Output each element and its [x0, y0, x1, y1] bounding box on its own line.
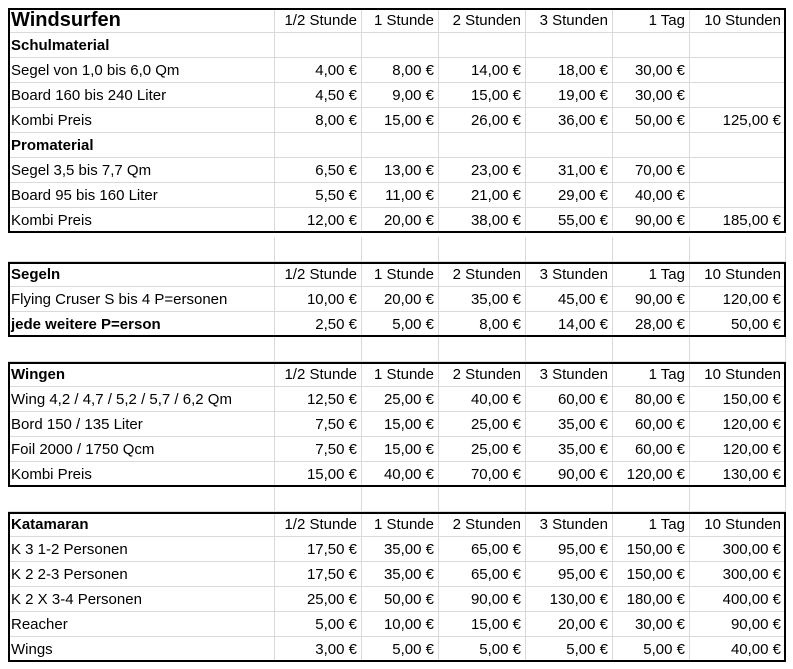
price-cell[interactable] [275, 133, 362, 158]
price-cell[interactable]: 10 Stunden [690, 262, 786, 287]
price-cell[interactable]: 10 Stunden [690, 362, 786, 387]
price-cell[interactable]: 40,00 € [690, 637, 786, 662]
price-cell[interactable]: 29,00 € [526, 183, 613, 208]
row-label-cell[interactable]: Kombi Preis [8, 462, 275, 487]
empty-cell[interactable] [690, 487, 786, 512]
empty-cell[interactable] [439, 237, 526, 262]
table-row [0, 108, 793, 133]
table-row [0, 537, 793, 562]
row-label-cell[interactable]: Windsurfen [8, 8, 275, 33]
table-row [0, 387, 793, 412]
price-cell[interactable]: 40,00 € [613, 183, 690, 208]
price-cell[interactable]: 65,00 € [439, 562, 526, 587]
price-cell[interactable]: 1/2 Stunde [275, 512, 362, 537]
price-cell[interactable]: 150,00 € [690, 387, 786, 412]
price-cell[interactable]: 2 Stunden [439, 362, 526, 387]
empty-cell[interactable] [439, 337, 526, 362]
price-cell[interactable]: 6,50 € [275, 158, 362, 183]
price-cell[interactable]: 35,00 € [362, 537, 439, 562]
price-cell[interactable]: 40,00 € [362, 462, 439, 487]
table-row [0, 287, 793, 312]
empty-cell[interactable] [613, 237, 690, 262]
row-label-cell[interactable]: Kombi Preis [8, 208, 275, 233]
price-cell[interactable]: 185,00 € [690, 208, 786, 233]
price-cell[interactable] [275, 33, 362, 58]
header-row [0, 512, 793, 537]
price-cell[interactable]: 5,00 € [526, 637, 613, 662]
price-cell[interactable]: 14,00 € [439, 58, 526, 83]
price-cell[interactable]: 13,00 € [362, 158, 439, 183]
table-row [0, 33, 793, 58]
price-cell[interactable]: 21,00 € [439, 183, 526, 208]
table-row [0, 58, 793, 83]
price-cell[interactable] [526, 133, 613, 158]
price-cell[interactable]: 60,00 € [613, 412, 690, 437]
price-cell[interactable]: 4,00 € [275, 58, 362, 83]
header-row [0, 262, 793, 287]
price-cell[interactable] [362, 133, 439, 158]
price-cell[interactable]: 31,00 € [526, 158, 613, 183]
price-cell[interactable]: 2 Stunden [439, 262, 526, 287]
price-cell[interactable]: 17,50 € [275, 537, 362, 562]
price-cell[interactable] [526, 33, 613, 58]
price-cell[interactable]: 25,00 € [439, 412, 526, 437]
empty-cell[interactable] [362, 237, 439, 262]
row-label-cell[interactable]: Segel 3,5 bis 7,7 Qm [8, 158, 275, 183]
price-cell[interactable]: 40,00 € [439, 387, 526, 412]
price-cell[interactable]: 12,50 € [275, 387, 362, 412]
empty-cell[interactable] [613, 337, 690, 362]
price-cell[interactable]: 1 Tag [613, 262, 690, 287]
price-cell[interactable] [613, 33, 690, 58]
table-row [0, 208, 793, 233]
empty-cell[interactable] [8, 237, 275, 262]
row-label-cell[interactable]: Segel von 1,0 bis 6,0 Qm [8, 58, 275, 83]
price-cell[interactable]: 1 Stunde [362, 8, 439, 33]
price-cell[interactable]: 20,00 € [362, 208, 439, 233]
price-cell[interactable]: 150,00 € [613, 562, 690, 587]
price-cell[interactable]: 70,00 € [439, 462, 526, 487]
price-cell[interactable]: 3 Stunden [526, 262, 613, 287]
price-cell[interactable]: 45,00 € [526, 287, 613, 312]
price-cell[interactable] [690, 133, 786, 158]
table-row [0, 587, 793, 612]
price-cell[interactable]: 5,00 € [439, 637, 526, 662]
price-cell[interactable]: 35,00 € [439, 287, 526, 312]
price-cell[interactable]: 20,00 € [526, 612, 613, 637]
row-label-cell[interactable]: Schulmaterial [8, 33, 275, 58]
table-row [0, 462, 793, 487]
price-cell[interactable]: 8,00 € [439, 312, 526, 337]
table-row [0, 437, 793, 462]
price-cell[interactable]: 1 Stunde [362, 262, 439, 287]
row-label-cell[interactable]: Promaterial [8, 133, 275, 158]
price-cell[interactable]: 2,50 € [275, 312, 362, 337]
header-row [0, 8, 793, 33]
price-cell[interactable]: 130,00 € [690, 462, 786, 487]
price-cell[interactable]: 1 Tag [613, 362, 690, 387]
row-label-cell[interactable]: K 2 X 3-4 Personen [8, 587, 275, 612]
price-cell[interactable]: 2 Stunden [439, 512, 526, 537]
price-cell[interactable]: 2 Stunden [439, 8, 526, 33]
empty-cell[interactable] [613, 487, 690, 512]
price-cell[interactable] [439, 133, 526, 158]
price-cell[interactable]: 1/2 Stunde [275, 362, 362, 387]
table-row [0, 83, 793, 108]
empty-cell[interactable] [275, 337, 362, 362]
price-cell[interactable]: 1/2 Stunde [275, 8, 362, 33]
price-cell[interactable]: 17,50 € [275, 562, 362, 587]
price-cell[interactable]: 60,00 € [526, 387, 613, 412]
price-cell[interactable]: 9,00 € [362, 83, 439, 108]
spacer-row [0, 487, 793, 512]
price-cell[interactable]: 130,00 € [526, 587, 613, 612]
row-label-cell[interactable]: Flying Cruser S bis 4 P=ersonen [8, 287, 275, 312]
price-cell[interactable]: 15,00 € [362, 437, 439, 462]
price-cell[interactable] [690, 158, 786, 183]
price-cell[interactable]: 25,00 € [362, 387, 439, 412]
price-cell[interactable] [613, 133, 690, 158]
table-row [0, 158, 793, 183]
empty-cell[interactable] [526, 487, 613, 512]
row-label-cell[interactable]: Bord 150 / 135 Liter [8, 412, 275, 437]
price-cell[interactable]: 50,00 € [690, 312, 786, 337]
price-cell[interactable]: 10 Stunden [690, 512, 786, 537]
price-cell[interactable]: 35,00 € [526, 437, 613, 462]
price-cell[interactable]: 3 Stunden [526, 8, 613, 33]
price-cell[interactable]: 5,50 € [275, 183, 362, 208]
price-cell[interactable]: 36,00 € [526, 108, 613, 133]
row-label-cell[interactable]: Foil 2000 / 1750 Qcm [8, 437, 275, 462]
price-cell[interactable]: 20,00 € [362, 287, 439, 312]
price-cell[interactable] [439, 33, 526, 58]
price-cell[interactable]: 28,00 € [613, 312, 690, 337]
price-cell[interactable]: 35,00 € [526, 412, 613, 437]
price-cell[interactable]: 5,00 € [362, 312, 439, 337]
price-cell[interactable] [690, 33, 786, 58]
price-cell[interactable]: 30,00 € [613, 612, 690, 637]
price-cell[interactable]: 120,00 € [690, 412, 786, 437]
price-cell[interactable]: 30,00 € [613, 83, 690, 108]
price-cell[interactable] [690, 83, 786, 108]
price-cell[interactable]: 150,00 € [613, 537, 690, 562]
price-cell[interactable]: 55,00 € [526, 208, 613, 233]
spacer-row [0, 337, 793, 362]
price-cell[interactable]: 3 Stunden [526, 512, 613, 537]
price-cell[interactable]: 12,00 € [275, 208, 362, 233]
row-label-cell[interactable]: jede weitere P=erson [8, 312, 275, 337]
price-cell[interactable]: 15,00 € [362, 412, 439, 437]
price-cell[interactable]: 1 Tag [613, 512, 690, 537]
table-row [0, 412, 793, 437]
price-cell[interactable] [690, 183, 786, 208]
price-cell[interactable]: 10,00 € [362, 612, 439, 637]
empty-cell[interactable] [8, 337, 275, 362]
price-cell[interactable]: 60,00 € [613, 437, 690, 462]
price-cell[interactable]: 15,00 € [362, 108, 439, 133]
price-cell[interactable]: 1 Stunde [362, 512, 439, 537]
price-cell[interactable]: 3,00 € [275, 637, 362, 662]
price-cell[interactable]: 1/2 Stunde [275, 262, 362, 287]
table-row [0, 183, 793, 208]
price-cell[interactable]: 4,50 € [275, 83, 362, 108]
price-cell[interactable]: 70,00 € [613, 158, 690, 183]
price-cell[interactable]: 7,50 € [275, 412, 362, 437]
price-cell[interactable]: 50,00 € [362, 587, 439, 612]
price-cell[interactable]: 80,00 € [613, 387, 690, 412]
price-cell[interactable]: 120,00 € [613, 462, 690, 487]
price-cell[interactable]: 90,00 € [613, 208, 690, 233]
empty-cell[interactable] [690, 237, 786, 262]
price-cell[interactable]: 30,00 € [613, 58, 690, 83]
price-cell[interactable]: 300,00 € [690, 562, 786, 587]
price-cell[interactable]: 18,00 € [526, 58, 613, 83]
price-cell[interactable]: 90,00 € [690, 612, 786, 637]
price-cell[interactable]: 19,00 € [526, 83, 613, 108]
price-cell[interactable]: 7,50 € [275, 437, 362, 462]
row-label-cell[interactable]: K 2 2-3 Personen [8, 562, 275, 587]
price-cell[interactable]: 25,00 € [275, 587, 362, 612]
price-cell[interactable]: 25,00 € [439, 437, 526, 462]
price-cell[interactable]: 5,00 € [275, 612, 362, 637]
price-cell[interactable]: 180,00 € [613, 587, 690, 612]
price-cell[interactable]: 35,00 € [362, 562, 439, 587]
row-label-cell[interactable]: Reacher [8, 612, 275, 637]
row-label-cell[interactable]: Segeln [8, 262, 275, 287]
price-cell[interactable]: 65,00 € [439, 537, 526, 562]
price-cell[interactable]: 90,00 € [439, 587, 526, 612]
spacer-row [0, 237, 793, 262]
row-label-cell[interactable]: Wing 4,2 / 4,7 / 5,2 / 5,7 / 6,2 Qm [8, 387, 275, 412]
price-cell[interactable]: 5,00 € [362, 637, 439, 662]
price-cell[interactable]: 15,00 € [275, 462, 362, 487]
price-cell[interactable]: 90,00 € [613, 287, 690, 312]
price-cell[interactable]: 23,00 € [439, 158, 526, 183]
price-cell[interactable]: 50,00 € [613, 108, 690, 133]
price-cell[interactable]: 400,00 € [690, 587, 786, 612]
price-cell[interactable]: 8,00 € [275, 108, 362, 133]
empty-cell[interactable] [526, 237, 613, 262]
empty-cell[interactable] [526, 337, 613, 362]
price-cell[interactable]: 38,00 € [439, 208, 526, 233]
table-row [0, 637, 793, 662]
row-label-cell[interactable]: Katamaran [8, 512, 275, 537]
row-label-cell[interactable]: Wingen [8, 362, 275, 387]
empty-cell[interactable] [275, 487, 362, 512]
price-cell[interactable]: 10 Stunden [690, 8, 786, 33]
table-row [0, 133, 793, 158]
price-cell[interactable]: 5,00 € [613, 637, 690, 662]
table-row [0, 612, 793, 637]
empty-cell[interactable] [275, 237, 362, 262]
price-cell[interactable]: 14,00 € [526, 312, 613, 337]
row-label-cell[interactable]: Kombi Preis [8, 108, 275, 133]
price-cell[interactable]: 11,00 € [362, 183, 439, 208]
row-label-cell[interactable]: Wings [8, 637, 275, 662]
price-cell[interactable]: 95,00 € [526, 537, 613, 562]
price-cell[interactable]: 15,00 € [439, 83, 526, 108]
price-cell[interactable]: 3 Stunden [526, 362, 613, 387]
price-cell[interactable]: 90,00 € [526, 462, 613, 487]
price-cell[interactable]: 120,00 € [690, 287, 786, 312]
row-label-cell[interactable]: K 3 1-2 Personen [8, 537, 275, 562]
price-cell[interactable]: 26,00 € [439, 108, 526, 133]
empty-cell[interactable] [8, 487, 275, 512]
header-row [0, 362, 793, 387]
empty-cell[interactable] [690, 337, 786, 362]
price-cell[interactable]: 1 Stunde [362, 362, 439, 387]
price-cell[interactable]: 125,00 € [690, 108, 786, 133]
price-cell[interactable]: 15,00 € [439, 612, 526, 637]
price-cell[interactable] [690, 58, 786, 83]
price-cell[interactable]: 8,00 € [362, 58, 439, 83]
price-cell[interactable]: 95,00 € [526, 562, 613, 587]
table-row [0, 562, 793, 587]
row-label-cell[interactable]: Board 160 bis 240 Liter [8, 83, 275, 108]
price-cell[interactable]: 120,00 € [690, 437, 786, 462]
table-row [0, 312, 793, 337]
empty-cell[interactable] [439, 487, 526, 512]
empty-cell[interactable] [362, 337, 439, 362]
price-cell[interactable]: 1 Tag [613, 8, 690, 33]
price-cell[interactable] [362, 33, 439, 58]
row-label-cell[interactable]: Board 95 bis 160 Liter [8, 183, 275, 208]
empty-cell[interactable] [362, 487, 439, 512]
price-cell[interactable]: 300,00 € [690, 537, 786, 562]
price-cell[interactable]: 10,00 € [275, 287, 362, 312]
